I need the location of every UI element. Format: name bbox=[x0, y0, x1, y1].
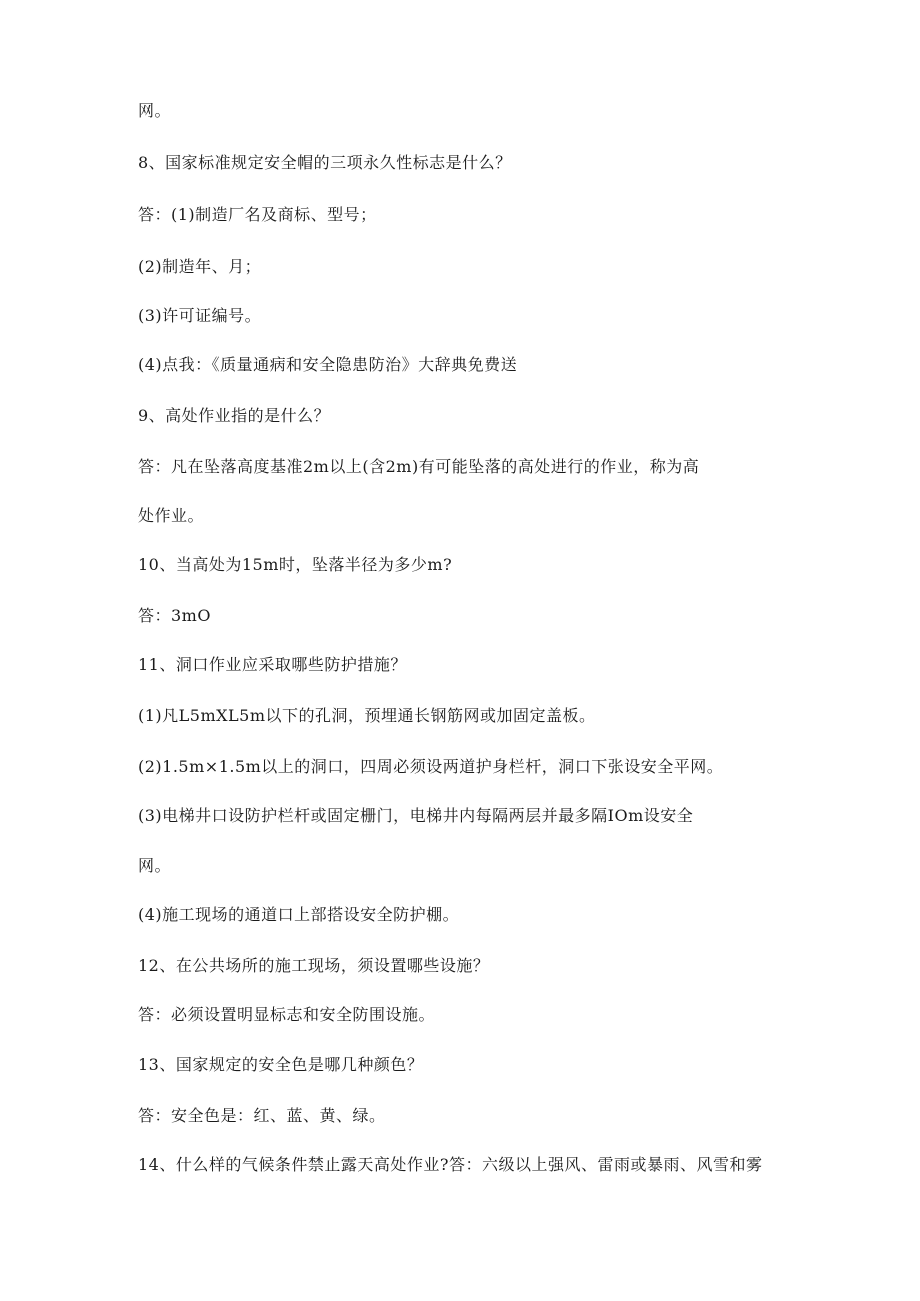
answer-line: 答：凡在坠落高度基准2m以上(含2m)有可能坠落的高处进行的作业，称为高 bbox=[138, 457, 700, 476]
answer-line: (4)施工现场的通道口上部搭设安全防护棚。 bbox=[138, 905, 460, 924]
answer-line: (3)许可证编号。 bbox=[138, 306, 262, 325]
question-11: 11、洞口作业应采取哪些防护措施？ bbox=[138, 655, 407, 674]
answer-line: (2)制造年、月； bbox=[138, 257, 262, 276]
answer-line: (3)电梯井口设防护栏杆或固定栅门，电梯井内每隔两层并最多隔IOm设安全 bbox=[138, 806, 694, 825]
answer-line: 处作业。 bbox=[138, 506, 205, 525]
promo-link[interactable]: (4)点我：《质量通病和安全隐患防治》大辞典免费送 bbox=[138, 355, 518, 374]
answer-line: 答：必须设置明显标志和安全防围设施。 bbox=[138, 1005, 436, 1024]
question-8: 8、国家标准规定安全帽的三项永久性标志是什么？ bbox=[138, 153, 512, 172]
question-10: 10、当高处为15m时，坠落半径为多少m? bbox=[138, 555, 453, 574]
question-12: 12、在公共场所的施工现场，须设置哪些设施？ bbox=[138, 956, 490, 975]
answer-line: (1)凡L5mXL5m以下的孔洞，预埋通长钢筋网或加固定盖板。 bbox=[138, 706, 596, 725]
question-9: 9、高处作业指的是什么？ bbox=[138, 406, 331, 425]
answer-line: (2)1.5m×1.5m以上的洞口，四周必须设两道护身栏杆，洞口下张设安全平网。 bbox=[138, 757, 724, 776]
answer-line: 网。 bbox=[138, 856, 172, 875]
question-14: 14、什么样的气候条件禁止露天高处作业?答：六级以上强风、雷雨或暴雨、风雪和雾 bbox=[138, 1155, 763, 1174]
answer-line: 答：安全色是：红、蓝、黄、绿。 bbox=[138, 1106, 386, 1125]
question-13: 13、国家规定的安全色是哪几种颜色？ bbox=[138, 1055, 424, 1074]
answer-line: 答：3mO bbox=[138, 606, 211, 625]
answer-line: 答：(1)制造厂名及商标、型号； bbox=[138, 205, 377, 224]
text-line: 网。 bbox=[138, 101, 172, 120]
